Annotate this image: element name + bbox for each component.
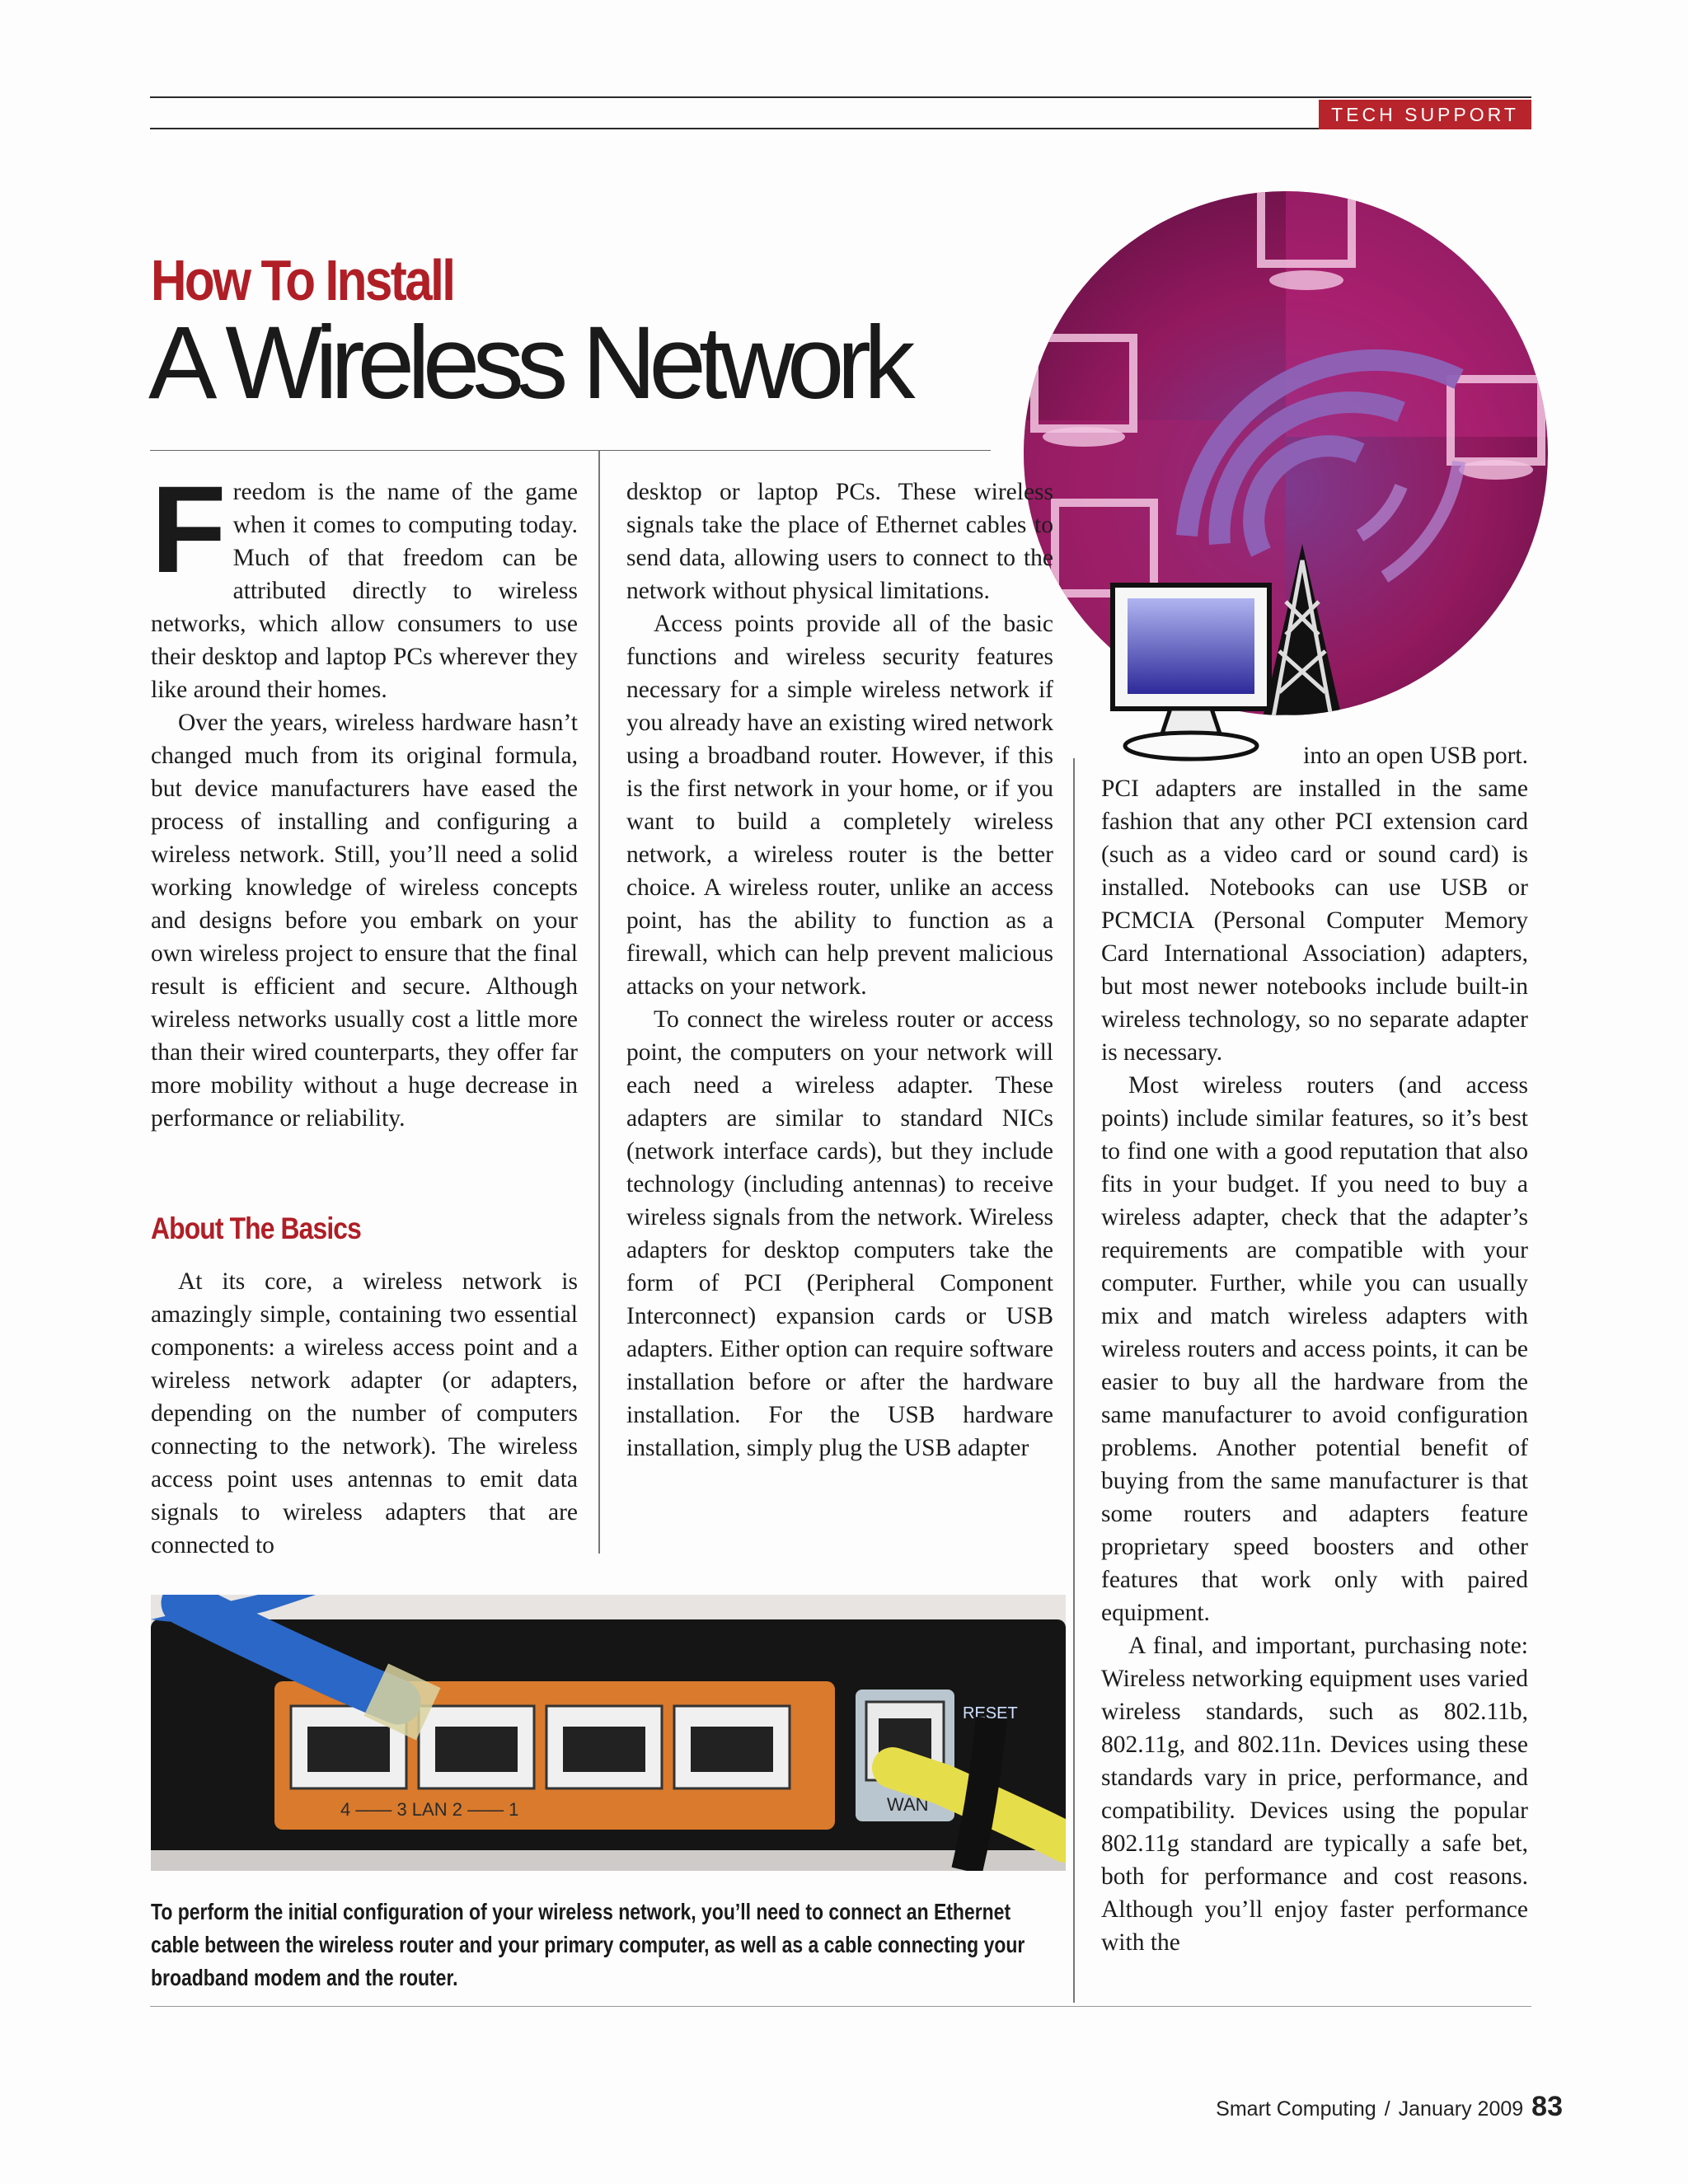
router-photo <box>151 1595 1066 1871</box>
column-2 <box>626 476 1053 1465</box>
column-divider <box>598 451 600 1554</box>
photo-caption: To perform the initial configuration of your wireless network, you’ll need to connect an Ethernet cable between the wireless router and your primary computer, as well as a cable connecting your broadband modem and the router. <box>151 1899 1025 1990</box>
drop-cap: F <box>151 460 227 598</box>
paragraph: At its core, a wireless network is amazingly simple, containing two essential components: a wireless access point and a wireless network adapter (or adapters, depending on the number of computers connecting to the network). The wireless access point uses antennas to emit data signals to wireless adapters that are connected to <box>151 1268 578 1558</box>
page-footer: Smart Computing / January 2009 83 <box>1216 2091 1563 2122</box>
paragraph: Over the years, wireless hardware hasn’t changed much from its original formula, but device manufacturers have eased the process of installing and configuring a wireless network. Still, you’ll need a solid working knowledge of wireless concepts and designs before you embark on your own wireless project to ensure that the final result is efficient and secure. Although wireless networks usually cost a little more than their wired counterparts, they offer far more mobility without a huge decrease in performance or reliability. <box>151 710 578 1132</box>
subhead-about-the-basics: About The Basics <box>151 1212 361 1245</box>
wan-label: WAN <box>887 1794 929 1815</box>
paragraph: A final, and important, purchasing note: Wireless networking equipment uses varied wireless standards, such as 802.11b, 802.11g, and 802.11n. Devices using these standards vary in price, performance, and compatibility. Devices using the popular 802.11g standard are typically a safe bet, both for performance and cost reasons. Although you’ll enjoy faster performance with the <box>1101 1633 1528 1956</box>
paragraph: Most wireless routers (and access points) include similar features, so it’s best to find one with a good reputation that also fits in your budget. If you need to buy a wireless adapter, check that the adapter’s requirements are compatible with your computer. Further, while you can usually mix and match wireless adapters with wireless routers and access points, it can be easier to buy all the hardware from the same manufacturer to avoid configuration problems. Another potential benefit of buying from the same manufacturer is that some routers and adapters feature proprietary speed boosters and other features that work only with paired equipment. <box>1101 1072 1528 1626</box>
intro-paragraph: reedom is the name of the game when it comes to computing today. Much of that freedom can be attributed directly to wireless networks, which allow consumers to use their desktop and laptop PCs wherever they like around their homes. <box>151 479 578 703</box>
headline-rule <box>150 450 991 451</box>
power-label: 5V <box>975 1783 996 1801</box>
wireless-network-illustration <box>1014 190 1558 783</box>
paragraph: PCI adapters are installed in the same fashion that any other PCI extension card (such as a video card or sound card) is installed. Notebooks can use USB or PCMCIA (Personal Computer Memory Card International Association) adapters, but most newer notebooks include built-in wireless technology, so no separate adapter is necessary. <box>1101 776 1528 1066</box>
computer-monitor-icon <box>1113 585 1269 759</box>
column-divider <box>1073 758 1075 2003</box>
paragraph: Access points provide all of the basic functions and wireless security features necessary for a simple wireless network if you already have an existing wired network using a broadband router. However, if this is the first network in your home, or if you want to build a completely wireless network, a wireless router is the better choice. A wireless router, unlike an access point, has the ability to function as a firewall, which can help prevent malicious attacks on your network. <box>626 611 1053 1000</box>
page-number: 83 <box>1531 2091 1563 2122</box>
section-tag: TECH SUPPORT <box>1319 100 1531 129</box>
column-3-lead: into an open USB port. <box>1303 743 1528 769</box>
lan-port-labels: 4 —— 3 LAN 2 —— 1 <box>340 1799 519 1820</box>
publication-name: Smart Computing <box>1216 2097 1376 2121</box>
column-1 <box>151 460 578 1135</box>
paragraph: desktop or laptop PCs. These wireless signals take the place of Ethernet cables to send data, allowing users to connect to the network without physical limitations. <box>626 479 1053 604</box>
reset-label: RESET <box>963 1704 1018 1722</box>
headline-kicker: How To Install <box>151 248 454 312</box>
headline-title: A Wireless Network <box>148 306 908 420</box>
column-3 <box>1101 772 1528 1959</box>
header-top-rule <box>150 96 1531 98</box>
footer-rule <box>150 2006 1531 2007</box>
paragraph: To connect the wireless router or access point, the computers on your network will each need a wireless adapter. These adapters are similar to standard NICs (network interface cards), but they include technology (including antennas) to receive wireless signals from the network. Wireless adapters for desktop computers take the form of PCI (Peripheral Component Interconnect) expansion cards or USB adapters. Either option can require software installation before or after the hardware installation. For the USB hardware installation, simply plug the USB adapter <box>626 1006 1053 1461</box>
issue-date: January 2009 <box>1398 2097 1524 2121</box>
column-1-basics <box>151 1265 578 1562</box>
